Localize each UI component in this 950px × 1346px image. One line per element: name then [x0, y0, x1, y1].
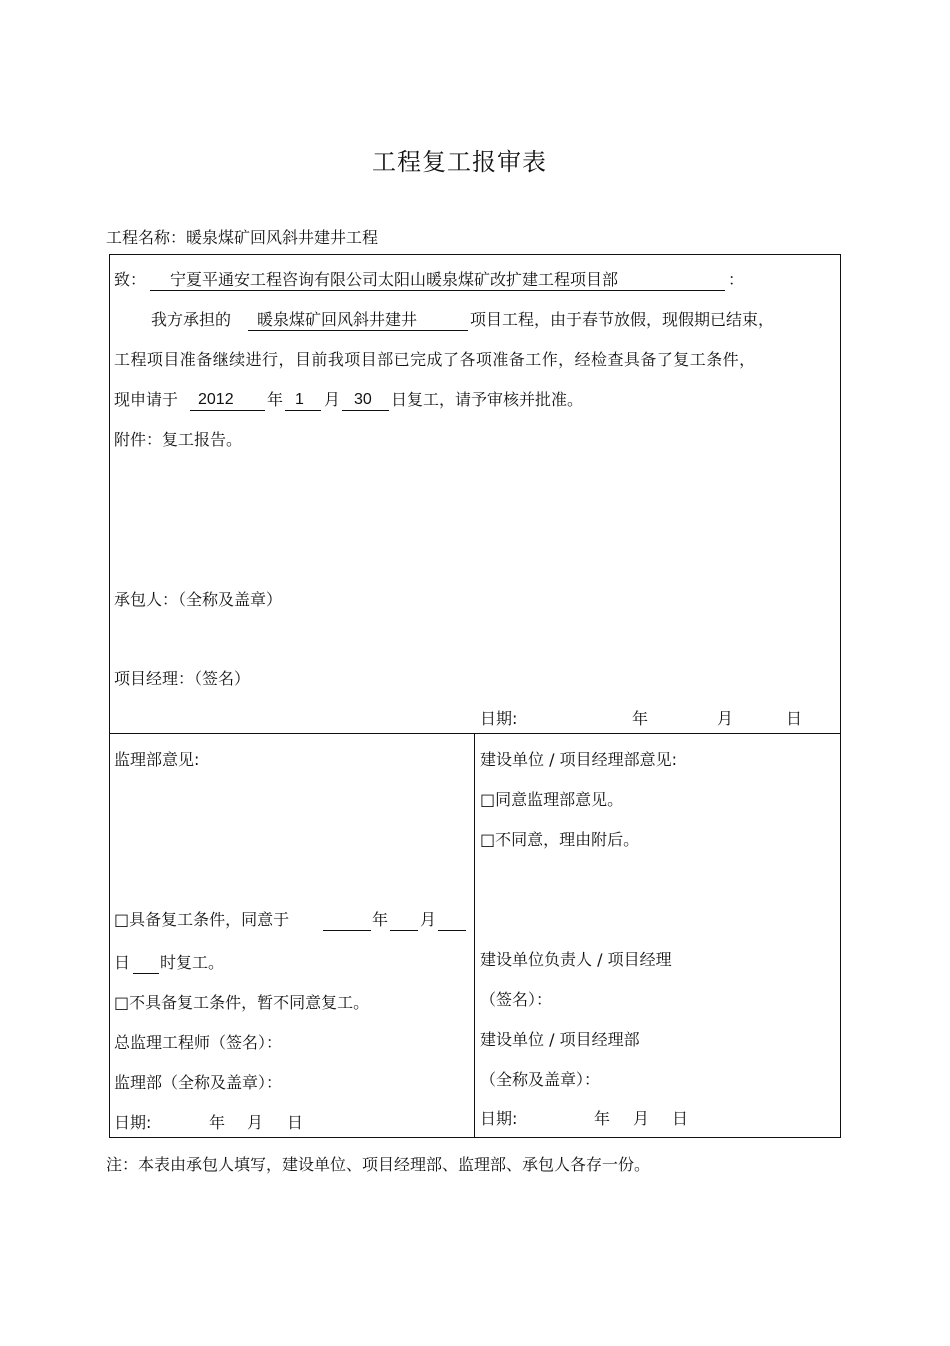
supervision-dept-label: 监理部（全称及盖章）： [114, 1073, 283, 1092]
owner-date-day: 日 [672, 1109, 689, 1128]
paragraph-3-start: 现申请于 [114, 390, 179, 409]
supervision-resume-time: 时复工。 [160, 953, 225, 972]
date-day: 日 [786, 709, 803, 728]
paragraph-2: 工程项目准备继续进行，目前我项目部已完成了各项准备工作，经检查具备了复工条件， [114, 350, 756, 369]
supervision-date-day: 日 [287, 1113, 304, 1132]
attachment: 附件：复工报告。 [114, 430, 243, 449]
supervision-year-underline [323, 930, 371, 931]
manager-label: 项目经理：（签名） [114, 669, 251, 688]
year-unit: 年 [267, 390, 284, 409]
year-underline [190, 410, 265, 411]
supervision-year-unit: 年 [372, 910, 389, 929]
to-prefix: 致： [114, 270, 147, 289]
supervision-date-month: 月 [247, 1113, 264, 1132]
contractor-label: 承包人：（全称及盖章） [114, 590, 283, 609]
supervision-month-unit: 月 [420, 910, 437, 929]
to-recipient: 宁夏平通安工程咨询有限公司太阳山暖泉煤矿改扩建工程项目部 [170, 270, 619, 289]
supervision-date-label: 日期: [114, 1113, 152, 1132]
footer-note: 注：本表由承包人填写，建设单位、项目经理部、监理部、承包人各存一份。 [106, 1155, 651, 1174]
supervision-option-reject: □不具备复工条件，暂不同意复工。 [114, 993, 370, 1012]
owner-heading: 建设单位 / 项目经理部意见: [480, 750, 677, 769]
day-underline [342, 410, 389, 411]
owner-unit-label: 建设单位 / 项目经理部 [480, 1030, 640, 1049]
resume-month: 1 [295, 391, 304, 408]
owner-date-label: 日期: [480, 1109, 518, 1128]
owner-date-month: 月 [633, 1109, 650, 1128]
project-field: 暖泉煤矿回风斜井建井 [257, 310, 418, 329]
resume-year: 2012 [198, 391, 234, 408]
paragraph-1-end: 项目工程，由于春节放假，现假期已结束， [470, 310, 775, 329]
supervision-heading: 监理部意见: [114, 750, 200, 769]
page-title: 工程复工报审表 [372, 148, 547, 176]
owner-option-agree: □同意监理部意见。 [480, 790, 624, 809]
month-unit: 月 [324, 390, 341, 409]
owner-responsible-label: 建设单位负责人 / 项目经理 [480, 950, 672, 969]
owner-seal-label: （全称及盖章）： [480, 1070, 601, 1089]
date-year: 年 [632, 709, 649, 728]
table-column-divider [474, 733, 475, 1137]
project-underline [248, 330, 468, 331]
recipient-underline [150, 290, 725, 291]
supervision-hour-underline [133, 973, 159, 974]
chief-engineer-label: 总监理工程师（签名）： [114, 1033, 283, 1052]
supervision-option-agree: □具备复工条件，同意于 [114, 910, 290, 929]
date-month: 月 [717, 709, 734, 728]
supervision-date-year: 年 [209, 1113, 226, 1132]
date-label: 日期: [480, 709, 518, 728]
owner-date-year: 年 [594, 1109, 611, 1128]
paragraph-3-end: 日复工，请予审核并批准。 [391, 390, 584, 409]
paragraph-1-start: 我方承担的 [151, 310, 232, 329]
supervision-day-underline [438, 930, 466, 931]
supervision-day-unit: 日 [114, 953, 131, 972]
supervision-month-underline [390, 930, 418, 931]
project-name: 工程名称：暖泉煤矿回风斜井建井工程 [106, 228, 379, 247]
owner-sign-label: （签名）： [480, 990, 553, 1009]
owner-option-disagree: □不同意，理由附后。 [480, 830, 640, 849]
resume-day: 30 [354, 391, 372, 408]
to-colon: ： [728, 270, 745, 289]
month-underline [285, 410, 321, 411]
